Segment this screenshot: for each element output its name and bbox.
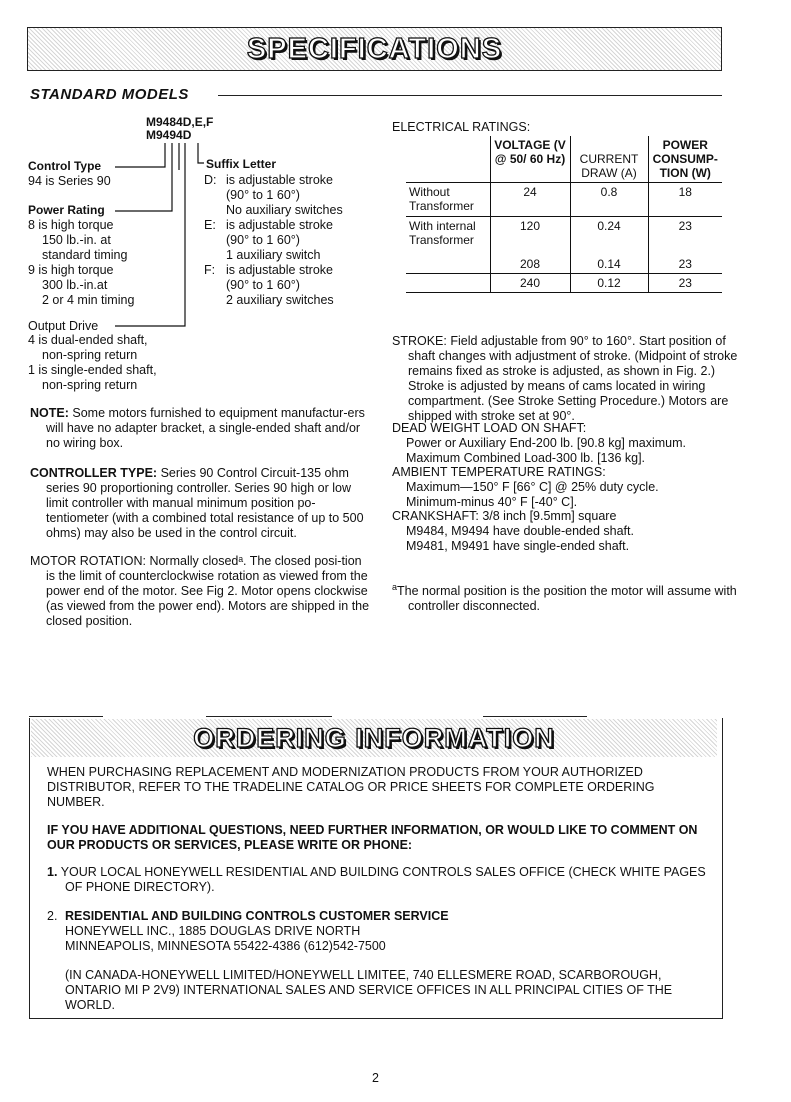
table-header-voltage — [490, 136, 570, 183]
table-cell-label: With internal Transformer — [409, 219, 476, 247]
suffix-item-e — [204, 218, 384, 263]
table-row — [406, 273, 722, 292]
model-number-1: M9484D,E,F — [146, 115, 214, 129]
stroke-text: Field adjustable from 90° to 160°. Start position of shaft changes with adjustment of stroke. (Midpoint of stroke remains fixed as stroke is adjusted, as shown in Fig. 2.) Stroke is adjusted by means of cams located in wiring compartment. (See Stroke Setting Procedure.) Motors are shipped with stroke set at 90°. — [408, 334, 738, 423]
item-line: HONEYWELL INC., 1885 DOUGLAS DRIVE NORTH — [65, 924, 361, 938]
ordering-top-rule — [206, 716, 332, 717]
note-text: Some motors furnished to equipment manufactur-ers will have no adapter bracket, a single-ended shaft and/or no wiring box. — [46, 406, 365, 450]
ordering-title: ORDERING INFORMATION — [193, 723, 555, 753]
power-line: 2 or 4 min timing — [42, 293, 135, 307]
crankshaft-text: 3/8 inch [9.5mm] square — [482, 509, 617, 523]
standard-models-heading: STANDARD MODELS — [30, 86, 189, 103]
electrical-ratings-table — [406, 136, 722, 293]
power-line: 9 is high torque — [28, 263, 114, 277]
suffix-line: (90° to 1 60°) — [226, 233, 300, 247]
ordering-questions: IF YOU HAVE ADDITIONAL QUESTIONS, NEED FURTHER INFORMATION, OR WOULD LIKE TO COMMENT ON OUR PRODUCTS OR SERVICES, PLEASE WRITE OR PHONE: — [47, 823, 698, 852]
electrical-ratings-heading: ELECTRICAL RATINGS: — [392, 120, 531, 134]
table-header-power — [648, 136, 722, 183]
table-cell: 23 — [648, 273, 722, 292]
suffix-letter-label: Suffix Letter — [206, 157, 277, 171]
note-label: NOTE: — [30, 406, 69, 420]
table-cell: 0.14 — [570, 255, 648, 274]
footnote — [392, 580, 738, 614]
output-drive-label: Output Drive — [28, 319, 99, 333]
control-type-line: 94 is Series 90 — [28, 174, 111, 188]
ordering-banner — [31, 719, 717, 757]
controller-type-text: Series 90 Control Circuit-135 ohm series 90 proportioning controller. Series 90 high or low limit controller with manual minimum position po-tentiometer (with a combined total resistance of up to 500 ohms) may also be used in the control circuit. — [46, 466, 364, 540]
table-cell: 240 — [490, 273, 570, 292]
output-line: 1 is single-ended shaft, — [28, 363, 157, 377]
item-number: 1. — [47, 865, 58, 879]
output-drive-lines — [28, 333, 208, 393]
table-header-current — [570, 136, 648, 183]
ambient-line: Minimum-minus 40° F [-40° C]. — [406, 495, 578, 509]
footnote-mark: a — [392, 582, 398, 592]
table-cell-label: Without Transformer — [409, 185, 474, 213]
page-number: 2 — [372, 1071, 379, 1085]
note-paragraph — [30, 406, 374, 451]
model-number-2: M9494D — [146, 128, 192, 142]
suffix-letter: F: — [204, 263, 216, 277]
suffix-line: 1 auxiliary switch — [226, 248, 321, 262]
motor-rotation-paragraph — [30, 554, 374, 629]
ordering-canada: (IN CANADA-HONEYWELL LIMITED/HONEYWELL LIMITEE, 740 ELLESMERE ROAD, SCARBOROUGH, ONTARIO MI P 2V9) INTERNATIONAL SALES AND SERVICE OFFICES IN ALL PRINCIPAL CITIES OF THE WORLD. — [65, 968, 673, 1012]
table-row — [406, 217, 722, 255]
crankshaft-heading — [392, 509, 722, 524]
dead-weight-label: DEAD WEIGHT LOAD ON SHAFT: — [392, 421, 587, 435]
current-header-text: CURRENT DRAW (A) — [579, 152, 639, 180]
output-line: 4 is dual-ended shaft, — [28, 333, 148, 347]
voltage-header-text: VOLTAGE (V @ 50/ 60 Hz) — [494, 138, 566, 166]
suffix-line: No auxiliary switches — [226, 203, 343, 217]
suffix-item-f — [204, 263, 384, 308]
item-text: YOUR LOCAL HONEYWELL RESIDENTIAL AND BUILDING CONTROLS SALES OFFICE (CHECK WHITE PAGES OF PHONE DIRECTORY). — [60, 865, 706, 894]
motor-rotation-label: MOTOR ROTATION: — [30, 554, 146, 568]
suffix-item-d — [204, 173, 384, 218]
table-cell: 120 — [490, 217, 570, 255]
table-cell: 0.8 — [570, 183, 648, 217]
power-line: standard timing — [42, 248, 128, 262]
motor-rotation-text: Normally closedᵃ. The closed posi-tion is the limit of counterclockwise rotation as viewed from the power end of the motor. See Fig 2. Motor opens clockwise (as viewed from the power end). Motors are shipped in the closed position. — [46, 554, 370, 628]
ambient-label: AMBIENT TEMPERATURE RATINGS: — [392, 465, 606, 479]
suffix-line: is adjustable stroke — [226, 218, 334, 232]
suffix-line: 2 auxiliary switches — [226, 293, 334, 307]
power-header-text: POWER CONSUMP-TION (W) — [652, 138, 718, 180]
output-line: non-spring return — [42, 378, 138, 392]
controller-type-paragraph — [30, 466, 374, 541]
suffix-line: (90° to 1 60°) — [226, 188, 300, 202]
table-header-row — [406, 136, 722, 183]
ordering-top-rule — [483, 716, 587, 717]
dead-weight-block — [392, 421, 722, 466]
dead-weight-line: Maximum Combined Load-300 lb. [136 kg]. — [406, 451, 646, 465]
crankshaft-line: M9481, M9491 have single-ended shaft. — [406, 539, 630, 553]
item-line: MINNEAPOLIS, MINNESOTA 55422-4386 (612)542-7500 — [65, 939, 386, 953]
table-cell: 0.24 — [570, 217, 648, 255]
output-line: non-spring return — [42, 348, 138, 362]
crankshaft-line: M9484, M9494 have double-ended shaft. — [406, 524, 634, 538]
ordering-item-1 — [47, 865, 725, 895]
suffix-letter: E: — [204, 218, 216, 232]
table-cell: 23 — [648, 255, 722, 274]
power-rating-lines — [28, 218, 168, 308]
ordering-item-2 — [47, 909, 707, 954]
crankshaft-label: CRANKSHAFT: — [392, 509, 479, 523]
ordering-intro: WHEN PURCHASING REPLACEMENT AND MODERNIZATION PRODUCTS FROM YOUR AUTHORIZED DISTRIBUTOR, REFER TO THE TRADELINE CATALOG OR PRICE SHEETS FOR COMPLETE ORDERING NUMBER. — [47, 765, 655, 809]
footnote-text: The normal position is the position the motor will assume with controller disconnected. — [397, 584, 737, 614]
control-type-label: Control Type — [28, 159, 102, 173]
suffix-line: is adjustable stroke — [226, 173, 334, 187]
table-header-blank — [406, 136, 490, 183]
table-row — [406, 183, 722, 217]
table-cell-label — [406, 273, 490, 292]
suffix-line: (90° to 1 60°) — [226, 278, 300, 292]
ordering-top-rule — [29, 716, 103, 717]
power-line: 150 lb.-in. at — [42, 233, 111, 247]
table-cell: 18 — [648, 183, 722, 217]
controller-type-label: CONTROLLER TYPE: — [30, 466, 158, 480]
table-cell: 208 — [490, 255, 570, 274]
power-line: 300 lb.-in.at — [42, 278, 108, 292]
specifications-title: SPECIFICATIONS — [246, 33, 503, 65]
item-line: RESIDENTIAL AND BUILDING CONTROLS CUSTOMER SERVICE — [65, 909, 449, 923]
table-cell: 23 — [648, 217, 722, 255]
suffix-line: is adjustable stroke — [226, 263, 334, 277]
table-cell: 24 — [490, 183, 570, 217]
power-line: 8 is high torque — [28, 218, 114, 232]
power-rating-label: Power Rating — [28, 203, 105, 217]
suffix-letter-list — [204, 173, 384, 308]
suffix-letter: D: — [204, 173, 217, 187]
crankshaft-block — [392, 509, 722, 554]
stroke-label: STROKE: — [392, 334, 447, 348]
ambient-block — [392, 465, 722, 510]
ambient-line: Maximum—150° F [66° C] @ 25% duty cycle. — [406, 480, 659, 494]
table-cell: 0.12 — [570, 273, 648, 292]
dead-weight-line: Power or Auxiliary End-200 lb. [90.8 kg] maximum. — [406, 436, 686, 450]
stroke-paragraph — [392, 334, 738, 424]
item-number: 2. — [47, 909, 58, 923]
